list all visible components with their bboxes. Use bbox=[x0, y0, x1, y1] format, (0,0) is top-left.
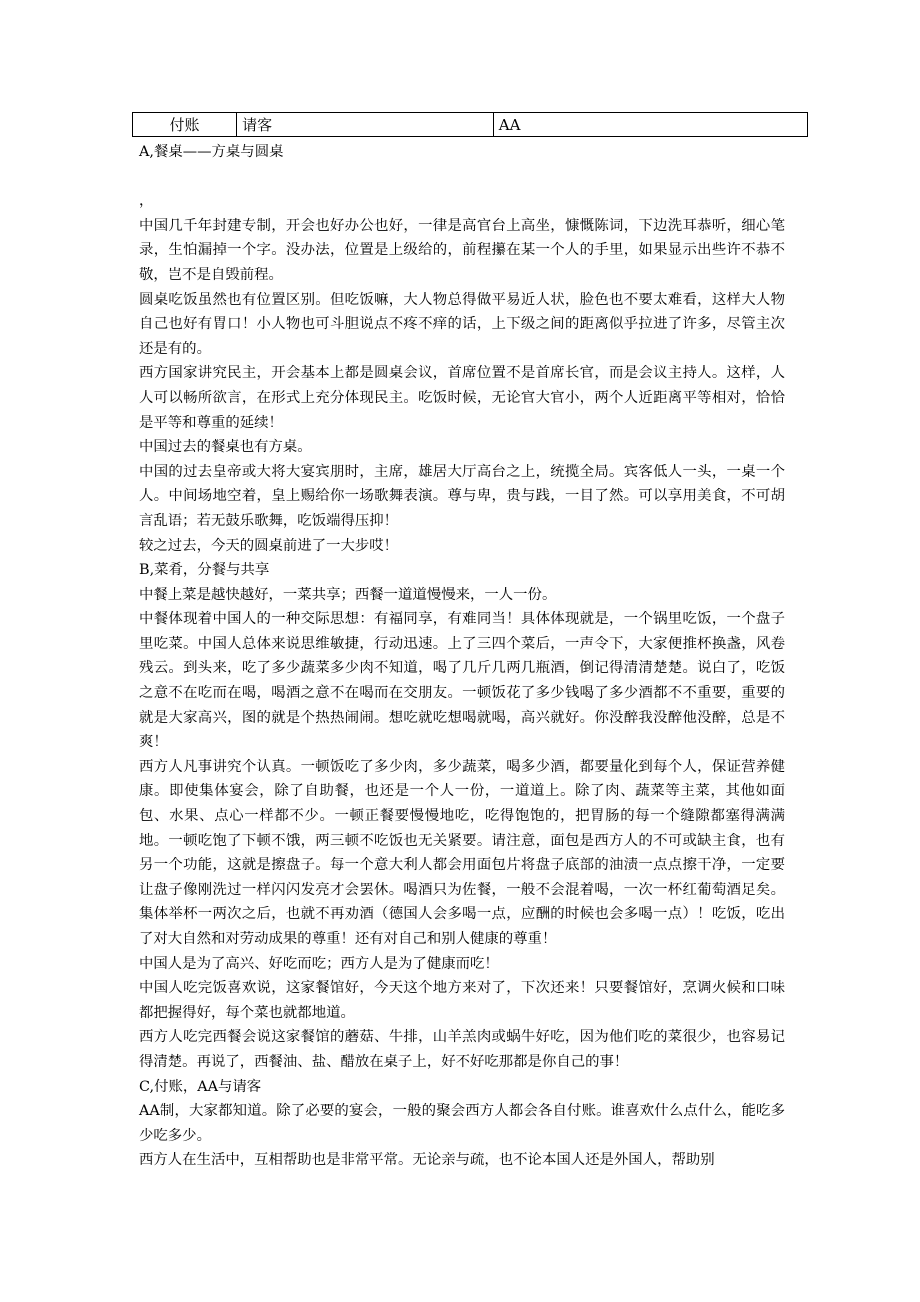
table-cell-pay: 付账 bbox=[133, 113, 237, 137]
blank-line bbox=[139, 165, 785, 190]
table-row bbox=[133, 113, 808, 137]
table-cell-treat: 请客 bbox=[237, 113, 494, 137]
paragraph: 较之过去，今天的圆桌前进了一大步哎！ bbox=[139, 537, 399, 554]
paragraph: 中餐上菜是越快越好，一菜共享；西餐一道道慢慢来，一人一份。 bbox=[139, 586, 557, 603]
paragraph: 中国人是为了高兴、好吃而吃；西方人是为了健康而吃！ bbox=[139, 955, 499, 972]
paragraph: ， bbox=[139, 193, 154, 210]
paragraph: 西方人凡事讲究个认真。一顿饭吃了多少肉，多少蔬菜，喝多少酒，都要量化到每个人，保证营养健康。即使集体宴会，除了自助餐，也还是一个人一份，一道道上。除了肉、蔬菜等主菜，其他如面包、水果、点心一样都不少。一顿正餐要慢慢地吃，吃得饱饱的，把胃肠的每一个缝隙都塞得满满地。一顿吃饱了下顿不饿，两三顿不吃饭也无关紧要。请注意，面包是西方人的不可或缺主食，也有另一个功能，这就是擦盘子。每一个意大利人都会用面包片将盘子底部的油渍一点点擦干净，一定要让盘子像刚洗过一样闪闪发亮才会罢休。喝酒只为佐餐，一般不会混着喝，一次一杯红葡萄酒足矣。集体举杯一两次之后，也就不再劝酒（德国人会多喝一点，应酬的时候也会多喝一点）！吃饭，吃出了对大自然和对劳动成果的尊重！还有对自己和别人健康的尊重！ bbox=[139, 758, 785, 947]
paragraph: 中国过去的餐桌也有方桌。 bbox=[139, 439, 312, 456]
header-table bbox=[132, 112, 808, 137]
paragraph: AA制，大家都知道。除了必要的宴会，一般的聚会西方人都会各自付账。谁喜欢什么点什么，能吃多少吃多少。 bbox=[139, 1103, 785, 1144]
table-cell-aa: AA bbox=[493, 113, 807, 137]
paragraph: 圆桌吃饭虽然也有位置区别。但吃饭嘛，大人物总得做平易近人状，脸色也不要太难看，这样大人物自己也好有胃口！小人物也可斗胆说点不疼不痒的话，上下级之间的距离似乎拉进了许多，尽管主次还是有的。 bbox=[139, 291, 785, 357]
paragraph: 西方国家讲究民主，开会基本上都是圆桌会议，首席位置不是首席长官，而是会议主持人。这样，人人可以畅所欲言，在形式上充分体现民主。吃饭时候，无论官大官小，两个人近距离平等相对，恰恰是平等和尊重的延续！ bbox=[139, 365, 785, 431]
section-heading-a: A,餐桌——方桌与圆桌 bbox=[139, 144, 284, 160]
paragraph: 中餐体现着中国人的一种交际思想：有福同享，有难同当！具体体现就是，一个锅里吃饭，一个盘子里吃菜。中国人总体来说思维敏捷，行动迅速。上了三四个菜后，一声令下，大家便推杯换盏，风卷残云。到头来，吃了多少蔬菜多少肉不知道，喝了几斤几两几瓶酒，倒记得清清楚楚。说白了，吃饭之意不在吃而在喝，喝酒之意不在喝而在交朋友。一顿饭花了多少钱喝了多少酒都不不重要，重要的就是大家高兴，图的就是个热热闹闹。想吃就吃想喝就喝，高兴就好。你没醉我没醉他没醉，总是不爽！ bbox=[139, 611, 785, 751]
paragraph: 中国的过去皇帝或大将大宴宾朋时，主席，雄居大厅高台之上，统揽全局。宾客低人一头，一桌一个人。中间场地空着，皇上赐给你一场歌舞表演。尊与卑，贵与践，一目了然。可以享用美食，不可胡言乱语；若无鼓乐歌舞，吃饭端得压抑！ bbox=[139, 463, 785, 529]
paragraph: 西方人在生活中，互相帮助也是非常平常。无论亲与疏，也不论本国人还是外国人，帮助别 bbox=[139, 1152, 715, 1169]
section-heading-c: C,付账，AA与请客 bbox=[139, 1078, 262, 1095]
section-heading-b: B,菜肴，分餐与共享 bbox=[139, 562, 270, 579]
paragraph: 西方人吃完西餐会说这家餐馆的蘑菇、牛排，山羊羔肉或蜗牛好吃，因为他们吃的菜很少，也容易记得清楚。再说了，西餐油、盐、醋放在桌子上，好不好吃那都是你自己的事！ bbox=[139, 1029, 785, 1070]
article-body bbox=[139, 140, 785, 1173]
paragraph: 中国人吃完饭喜欢说，这家餐馆好，今天这个地方来对了，下次还来！只要餐馆好，烹调火候和口味都把握得好，每个菜也就都地道。 bbox=[139, 980, 785, 1021]
paragraph: 中国几千年封建专制，开会也好办公也好，一律是高官台上高坐，慷慨陈词，下边洗耳恭听，细心笔录，生怕漏掉一个字。没办法，位置是上级给的，前程攥在某一个人的手里，如果显示出些许不恭不敬，岂不是自毁前程。 bbox=[139, 217, 785, 283]
